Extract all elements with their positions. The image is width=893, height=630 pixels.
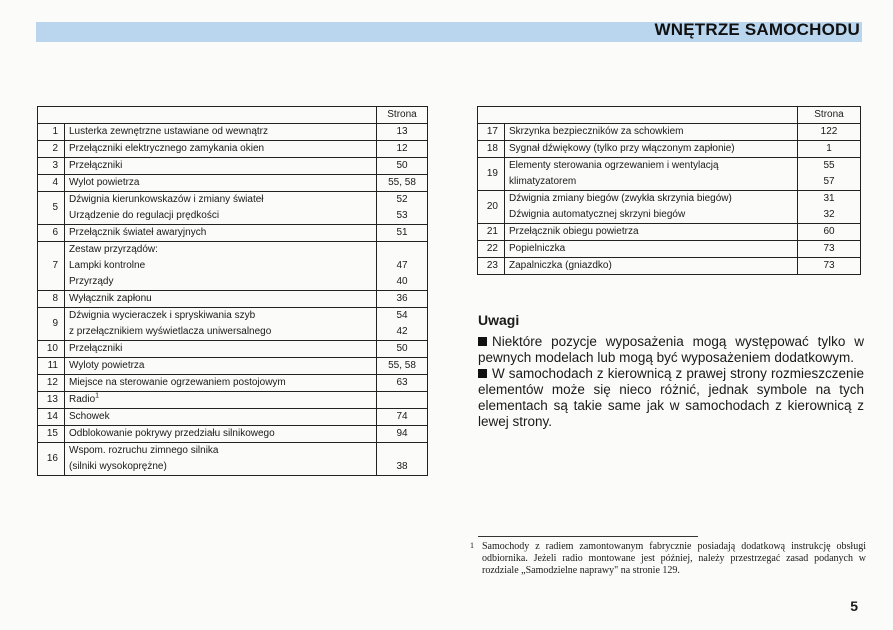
table-row <box>38 175 428 192</box>
note-text-2: W samochodach z kierownicą z prawej strony rozmieszczenie elementów może się nieco różnić, jednak symbole na tych elementach są takie same jak w samochodach z kierownicą z lewej strony. <box>478 366 864 429</box>
description-text: Dźwignia kierunkowskazów i zmiany świateł <box>69 194 264 205</box>
description-line <box>69 258 372 274</box>
description-text: z przełącznikiem wyświetlacza uniwersalnego <box>69 326 272 337</box>
page-reference <box>798 224 861 241</box>
footnote-mark: 1 <box>470 541 474 550</box>
item-description <box>65 308 377 341</box>
page-reference <box>798 158 861 191</box>
item-number: 8 <box>38 291 65 308</box>
page-value: 38 <box>396 461 408 472</box>
page-value: 50 <box>396 160 408 171</box>
footnote-text: Samochody z radiem zamontowanym fabrycznie posiadają dodatkową instrukcję obsługi odbiornika. Jeżeli radio montowane jest później, należy przestrzegać zasad podanych w rozdziale „Samodzielne naprawy" na stronie 129. <box>482 541 866 576</box>
description-text: Wylot powietrza <box>69 177 140 188</box>
description-text: Skrzynka bezpieczników za schowkiem <box>509 126 684 137</box>
page-reference <box>798 141 861 158</box>
table-row <box>478 124 861 141</box>
item-number: 16 <box>38 443 65 476</box>
page-value: 60 <box>823 226 835 237</box>
description-line <box>69 274 372 290</box>
table-row <box>38 141 428 158</box>
footnote-reference: 1 <box>95 392 100 400</box>
right-controls-table <box>477 106 861 275</box>
page-reference <box>377 426 428 443</box>
description-text: Elementy sterowania ogrzewaniem i wentylacją <box>509 160 719 171</box>
table-row <box>38 242 428 291</box>
page-reference <box>377 308 428 341</box>
description-text: Przełącznik obiegu powietrza <box>509 226 639 237</box>
item-description <box>65 409 377 426</box>
item-number: 5 <box>38 192 65 225</box>
table-row <box>38 392 428 409</box>
table-row <box>478 224 861 241</box>
item-number: 15 <box>38 426 65 443</box>
description-text: Popielniczka <box>509 243 566 254</box>
page-reference <box>377 124 428 141</box>
table-header-row <box>38 107 428 124</box>
notes-heading: Uwagi <box>478 312 520 328</box>
column-header-strona: Strona <box>377 107 428 124</box>
item-description <box>65 375 377 392</box>
description-text: Schowek <box>69 411 110 422</box>
table-row <box>38 308 428 341</box>
page-reference <box>377 192 428 225</box>
item-description <box>65 158 377 175</box>
description-line <box>509 158 793 174</box>
description-text: Lampki kontrolne <box>69 260 146 271</box>
item-description <box>505 241 798 258</box>
page-value: 36 <box>396 293 408 304</box>
page-value: 32 <box>823 209 835 220</box>
description-line <box>69 124 372 140</box>
note-text-1: Niektóre pozycje wyposażenia mogą występować tylko w pewnych modelach lub mogą być wyposażeniem dodatkowym. <box>478 334 864 365</box>
description-text: Przełączniki <box>69 160 123 171</box>
description-line <box>69 242 372 258</box>
page-value: 55, 58 <box>388 177 416 188</box>
table-row <box>38 409 428 426</box>
page-reference <box>798 124 861 141</box>
page-value: 57 <box>823 176 835 187</box>
page-value: 52 <box>396 194 408 205</box>
page-reference <box>377 341 428 358</box>
page-value: 47 <box>396 260 408 271</box>
item-description <box>65 392 377 409</box>
table-row <box>38 225 428 242</box>
page-value: 31 <box>823 193 835 204</box>
page-reference <box>377 175 428 192</box>
page-value: 74 <box>396 411 408 422</box>
description-line <box>509 258 793 274</box>
description-line <box>69 192 372 208</box>
page-value: 94 <box>396 428 408 439</box>
table-row <box>478 158 861 191</box>
description-text: Sygnał dźwiękowy (tylko przy włączonym zapłonie) <box>509 143 735 154</box>
item-number: 19 <box>478 158 505 191</box>
page-value: 63 <box>396 377 408 388</box>
item-number: 18 <box>478 141 505 158</box>
bullet-square-icon <box>478 369 487 378</box>
description-text: Radio <box>69 394 96 405</box>
page-reference <box>377 291 428 308</box>
description-line <box>509 191 793 207</box>
column-header-strona: Strona <box>798 107 861 124</box>
description-text: Wspom. rozruchu zimnego silnika <box>69 445 219 456</box>
page-title: WNĘTRZE SAMOCHODU <box>654 20 860 39</box>
bullet-square-icon <box>478 337 487 346</box>
item-number: 23 <box>478 258 505 275</box>
item-description <box>65 443 377 476</box>
page-value: 55, 58 <box>388 360 416 371</box>
page-reference <box>377 409 428 426</box>
item-number: 12 <box>38 375 65 392</box>
description-line <box>69 341 372 357</box>
page-value: 40 <box>396 276 408 287</box>
page-reference <box>377 141 428 158</box>
description-line <box>69 175 372 191</box>
description-line <box>69 225 372 241</box>
description-line <box>69 375 372 391</box>
description-line <box>69 409 372 425</box>
table-header-row <box>478 107 861 124</box>
description-line <box>509 124 793 140</box>
page-value: 54 <box>396 310 408 321</box>
page-reference <box>377 375 428 392</box>
description-line <box>69 291 372 307</box>
item-description <box>65 175 377 192</box>
page-reference <box>377 358 428 375</box>
description-line <box>69 392 372 408</box>
item-number: 21 <box>478 224 505 241</box>
description-line <box>509 207 793 223</box>
description-line <box>509 241 793 257</box>
item-description <box>505 191 798 224</box>
item-number: 11 <box>38 358 65 375</box>
item-number: 6 <box>38 225 65 242</box>
page-value: 55 <box>823 160 835 171</box>
description-text: Przełącznik świateł awaryjnych <box>69 227 207 238</box>
page-value: 50 <box>396 343 408 354</box>
item-description <box>65 291 377 308</box>
page-reference <box>377 225 428 242</box>
description-line <box>509 141 793 157</box>
item-number: 14 <box>38 409 65 426</box>
item-number: 3 <box>38 158 65 175</box>
page-reference <box>798 241 861 258</box>
item-description <box>505 141 798 158</box>
table-row <box>38 426 428 443</box>
table-row <box>478 141 861 158</box>
description-text: Dźwignia wycieraczek i spryskiwania szyb <box>69 310 256 321</box>
table-row <box>38 375 428 392</box>
item-number: 22 <box>478 241 505 258</box>
description-line <box>509 174 793 190</box>
description-text: Lusterka zewnętrzne ustawiane od wewnątrz <box>69 126 268 137</box>
description-text: Dźwignia zmiany biegów (zwykła skrzynia biegów) <box>509 193 732 204</box>
table-row <box>478 191 861 224</box>
table-row <box>38 341 428 358</box>
table-row <box>38 358 428 375</box>
item-description <box>505 124 798 141</box>
description-line <box>69 208 372 224</box>
description-text: Przełączniki elektrycznego zamykania okien <box>69 143 265 154</box>
page-reference <box>798 191 861 224</box>
description-line <box>69 324 372 340</box>
item-description <box>65 341 377 358</box>
description-text: Zestaw przyrządów: <box>69 244 158 255</box>
left-controls-table <box>37 106 428 476</box>
description-text: Zapalniczka (gniazdko) <box>509 260 612 271</box>
description-line <box>69 141 372 157</box>
page-reference <box>377 158 428 175</box>
description-line <box>69 426 372 442</box>
item-description <box>65 426 377 443</box>
description-line <box>69 443 372 459</box>
note-paragraph-1 <box>478 334 864 366</box>
page-value: 13 <box>396 126 408 137</box>
table-row <box>38 158 428 175</box>
page-value: 12 <box>396 143 408 154</box>
page-value: 73 <box>823 260 835 271</box>
item-description <box>65 225 377 242</box>
description-text: Miejsce na sterowanie ogrzewaniem postojowym <box>69 377 286 388</box>
description-text: Przełączniki <box>69 343 123 354</box>
description-line <box>69 158 372 174</box>
page-reference <box>798 258 861 275</box>
description-line <box>69 358 372 374</box>
footnote-divider <box>478 536 698 537</box>
page-value <box>381 392 423 408</box>
item-number: 10 <box>38 341 65 358</box>
item-description <box>65 242 377 291</box>
page-reference <box>377 392 428 409</box>
item-description <box>65 358 377 375</box>
page-number: 5 <box>850 598 858 614</box>
page-value: 42 <box>396 326 408 337</box>
item-number: 17 <box>478 124 505 141</box>
table-row <box>38 291 428 308</box>
page-value: 53 <box>396 210 408 221</box>
item-number: 4 <box>38 175 65 192</box>
item-number: 2 <box>38 141 65 158</box>
item-description <box>505 258 798 275</box>
item-description <box>65 124 377 141</box>
footnote <box>470 541 866 577</box>
item-number: 13 <box>38 392 65 409</box>
item-number: 7 <box>38 242 65 291</box>
description-text: Odblokowanie pokrywy przedziału silnikowego <box>69 428 275 439</box>
item-number: 1 <box>38 124 65 141</box>
description-text: Urządzenie do regulacji prędkości <box>69 210 220 221</box>
description-line <box>69 459 372 475</box>
description-text: (silniki wysokoprężne) <box>69 461 167 472</box>
note-paragraph-2 <box>478 366 864 430</box>
page-value: 1 <box>826 143 832 154</box>
description-text: Dźwignia automatycznej skrzyni biegów <box>509 209 686 220</box>
page-value: 51 <box>396 227 408 238</box>
description-line <box>69 308 372 324</box>
header-blank-cell <box>38 107 377 124</box>
item-description <box>65 141 377 158</box>
description-text: Przyrządy <box>69 276 114 287</box>
notes-section <box>478 312 864 430</box>
item-number: 9 <box>38 308 65 341</box>
item-description <box>65 192 377 225</box>
table-row <box>38 124 428 141</box>
table-row <box>38 192 428 225</box>
table-row <box>478 258 861 275</box>
description-text: klimatyzatorem <box>509 176 577 187</box>
item-description <box>505 158 798 191</box>
item-number: 20 <box>478 191 505 224</box>
page-value: 122 <box>820 126 838 137</box>
page-value: 73 <box>823 243 835 254</box>
page-reference <box>377 443 428 476</box>
header-blank-cell <box>478 107 798 124</box>
item-description <box>505 224 798 241</box>
description-line <box>509 224 793 240</box>
page-reference <box>377 242 428 291</box>
description-text: Wyłącznik zapłonu <box>69 293 152 304</box>
description-text: Wyloty powietrza <box>69 360 145 371</box>
page-value <box>381 242 423 258</box>
table-row <box>478 241 861 258</box>
page-value <box>381 443 423 459</box>
table-row <box>38 443 428 476</box>
